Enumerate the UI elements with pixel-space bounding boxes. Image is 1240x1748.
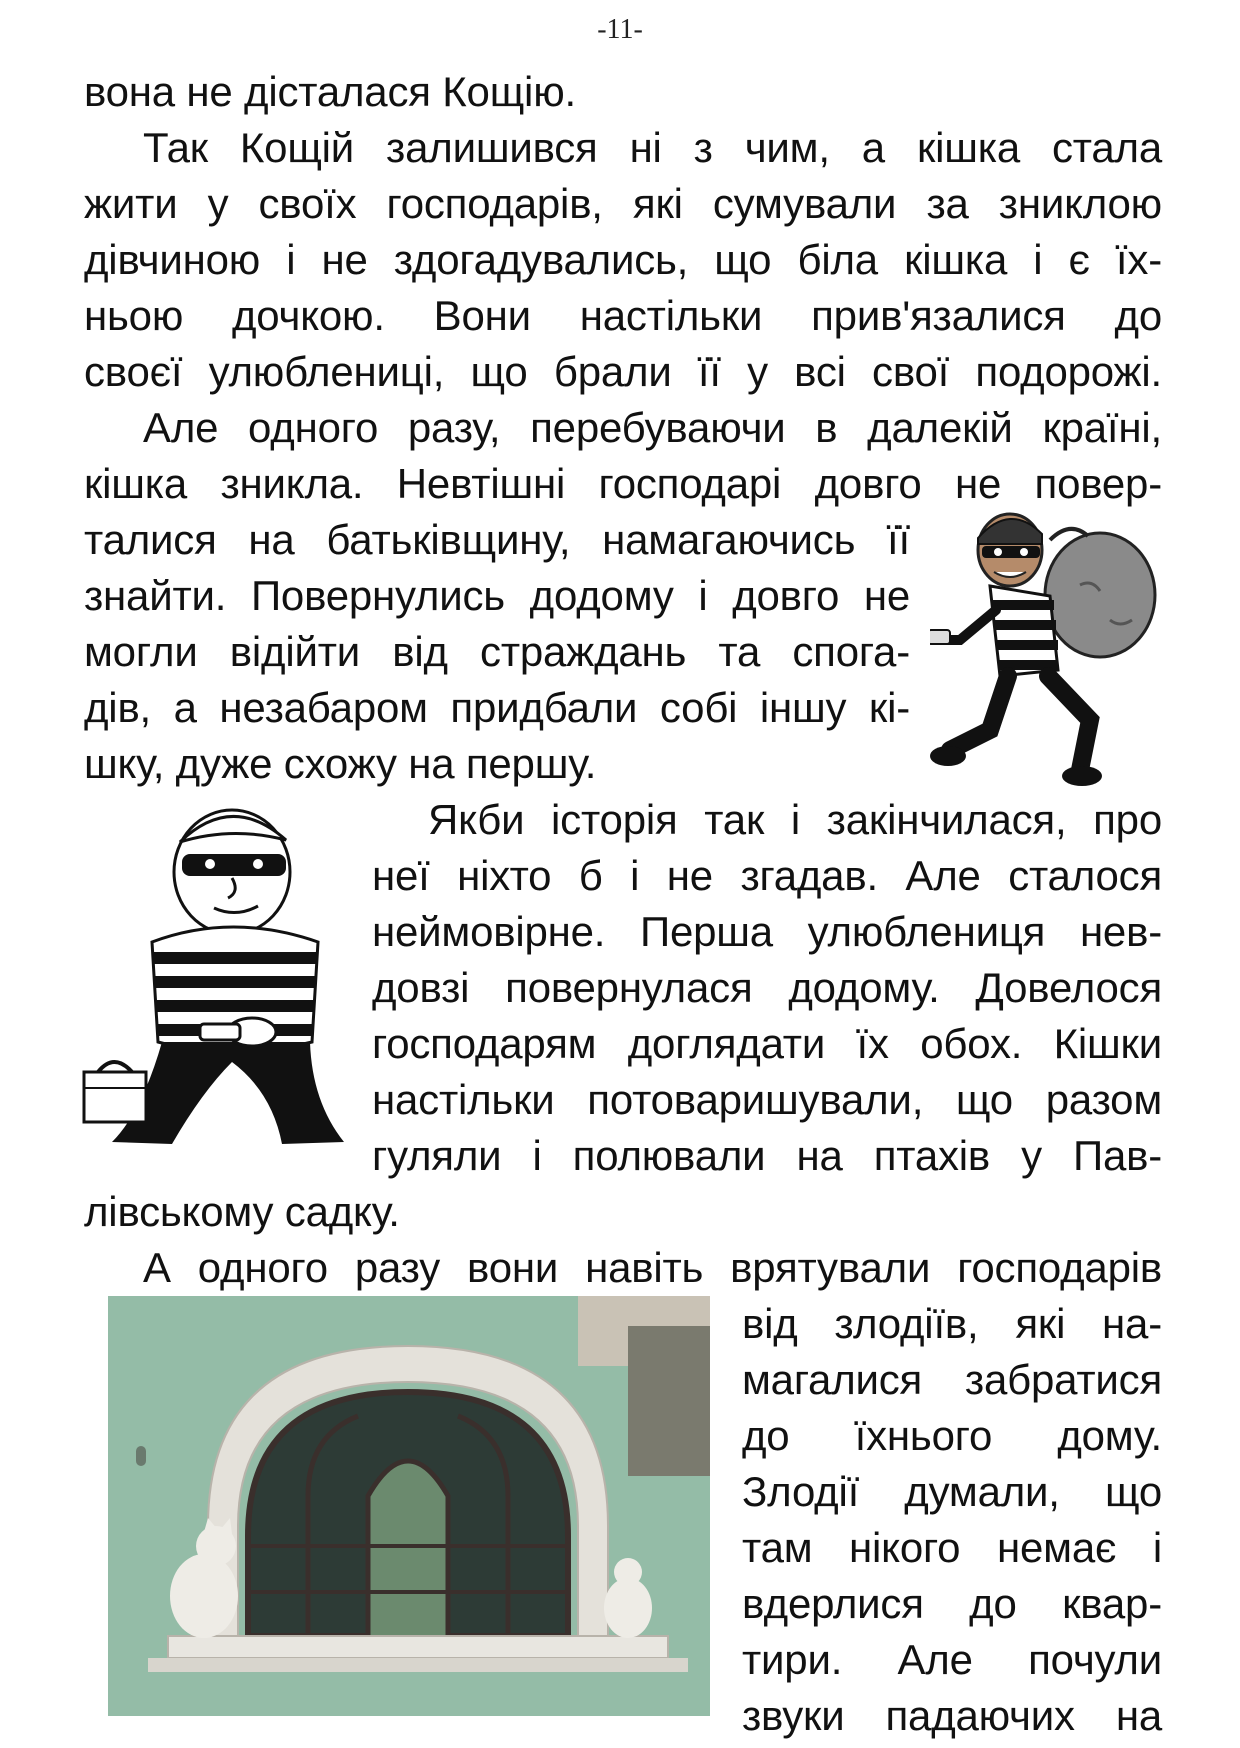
text-line: талися на батьківщину, намагаючись її xyxy=(84,516,910,563)
text-line: вдерлися до квар- xyxy=(742,1580,1162,1627)
text-line: тири. Але почули xyxy=(742,1636,1162,1683)
text-line: ньою дочкою. Вони настільки прив'язалися до xyxy=(84,292,1162,339)
text-line: Якби історія так і закінчилася, про xyxy=(428,796,1162,843)
arched-window-photo xyxy=(108,1296,710,1716)
text-line: неї ніхто б і не згадав. Але сталося xyxy=(372,852,1162,899)
text-line: там нікого немає і xyxy=(742,1524,1162,1571)
text-line: Злодії думали, що xyxy=(742,1468,1162,1515)
text-line: своєї улюблениці, що брали її у всі свої подорожі. xyxy=(84,348,1162,395)
text-line: дів, а незабаром придбали собі іншу кі- xyxy=(84,684,910,731)
text-line: вона не дісталася Кощію. xyxy=(84,68,576,115)
text-line: настільки потоваришували, що разом xyxy=(372,1076,1162,1123)
text-line: могли відійти від страждань та спога- xyxy=(84,628,910,675)
text-line: до їхнього дому. xyxy=(742,1412,1162,1459)
sitting-thief-illustration xyxy=(82,792,362,1172)
text-line: дівчиною і не здогадувались, що біла кішка і є їх- xyxy=(84,236,1162,283)
text-line: гуляли і полювали на птахів у Пав- xyxy=(372,1132,1162,1179)
text-line: неймовірне. Перша улюблениця нев- xyxy=(372,908,1162,955)
text-line: А одного разу вони навіть врятували господарів xyxy=(143,1244,1162,1291)
text-line: Так Кощій залишився ні з чим, а кішка стала xyxy=(143,124,1162,171)
text-line: господарям доглядати їх обох. Кішки xyxy=(372,1020,1162,1067)
text-line: лівському садку. xyxy=(84,1188,400,1235)
text-line: шку, дуже схожу на першу. xyxy=(84,740,597,787)
text-line: жити у своїх господарів, які сумували за зниклою xyxy=(84,180,1162,227)
text-line: Але одного разу, перебуваючи в далекій країні, xyxy=(143,404,1162,451)
text-line: знайти. Повернулись додому і довго не xyxy=(84,572,910,619)
text-line: магалися забратися xyxy=(742,1356,1162,1403)
text-line: довзі повернулася додому. Довелося xyxy=(372,964,1162,1011)
text-line: звуки падаючих на xyxy=(742,1692,1162,1739)
page-number: -11- xyxy=(597,14,643,45)
text-line: від злодіїв, які на- xyxy=(742,1300,1162,1347)
running-thief-illustration xyxy=(930,500,1170,790)
text-line: кішка зникла. Невтішні господарі довго не повер- xyxy=(84,460,1162,507)
